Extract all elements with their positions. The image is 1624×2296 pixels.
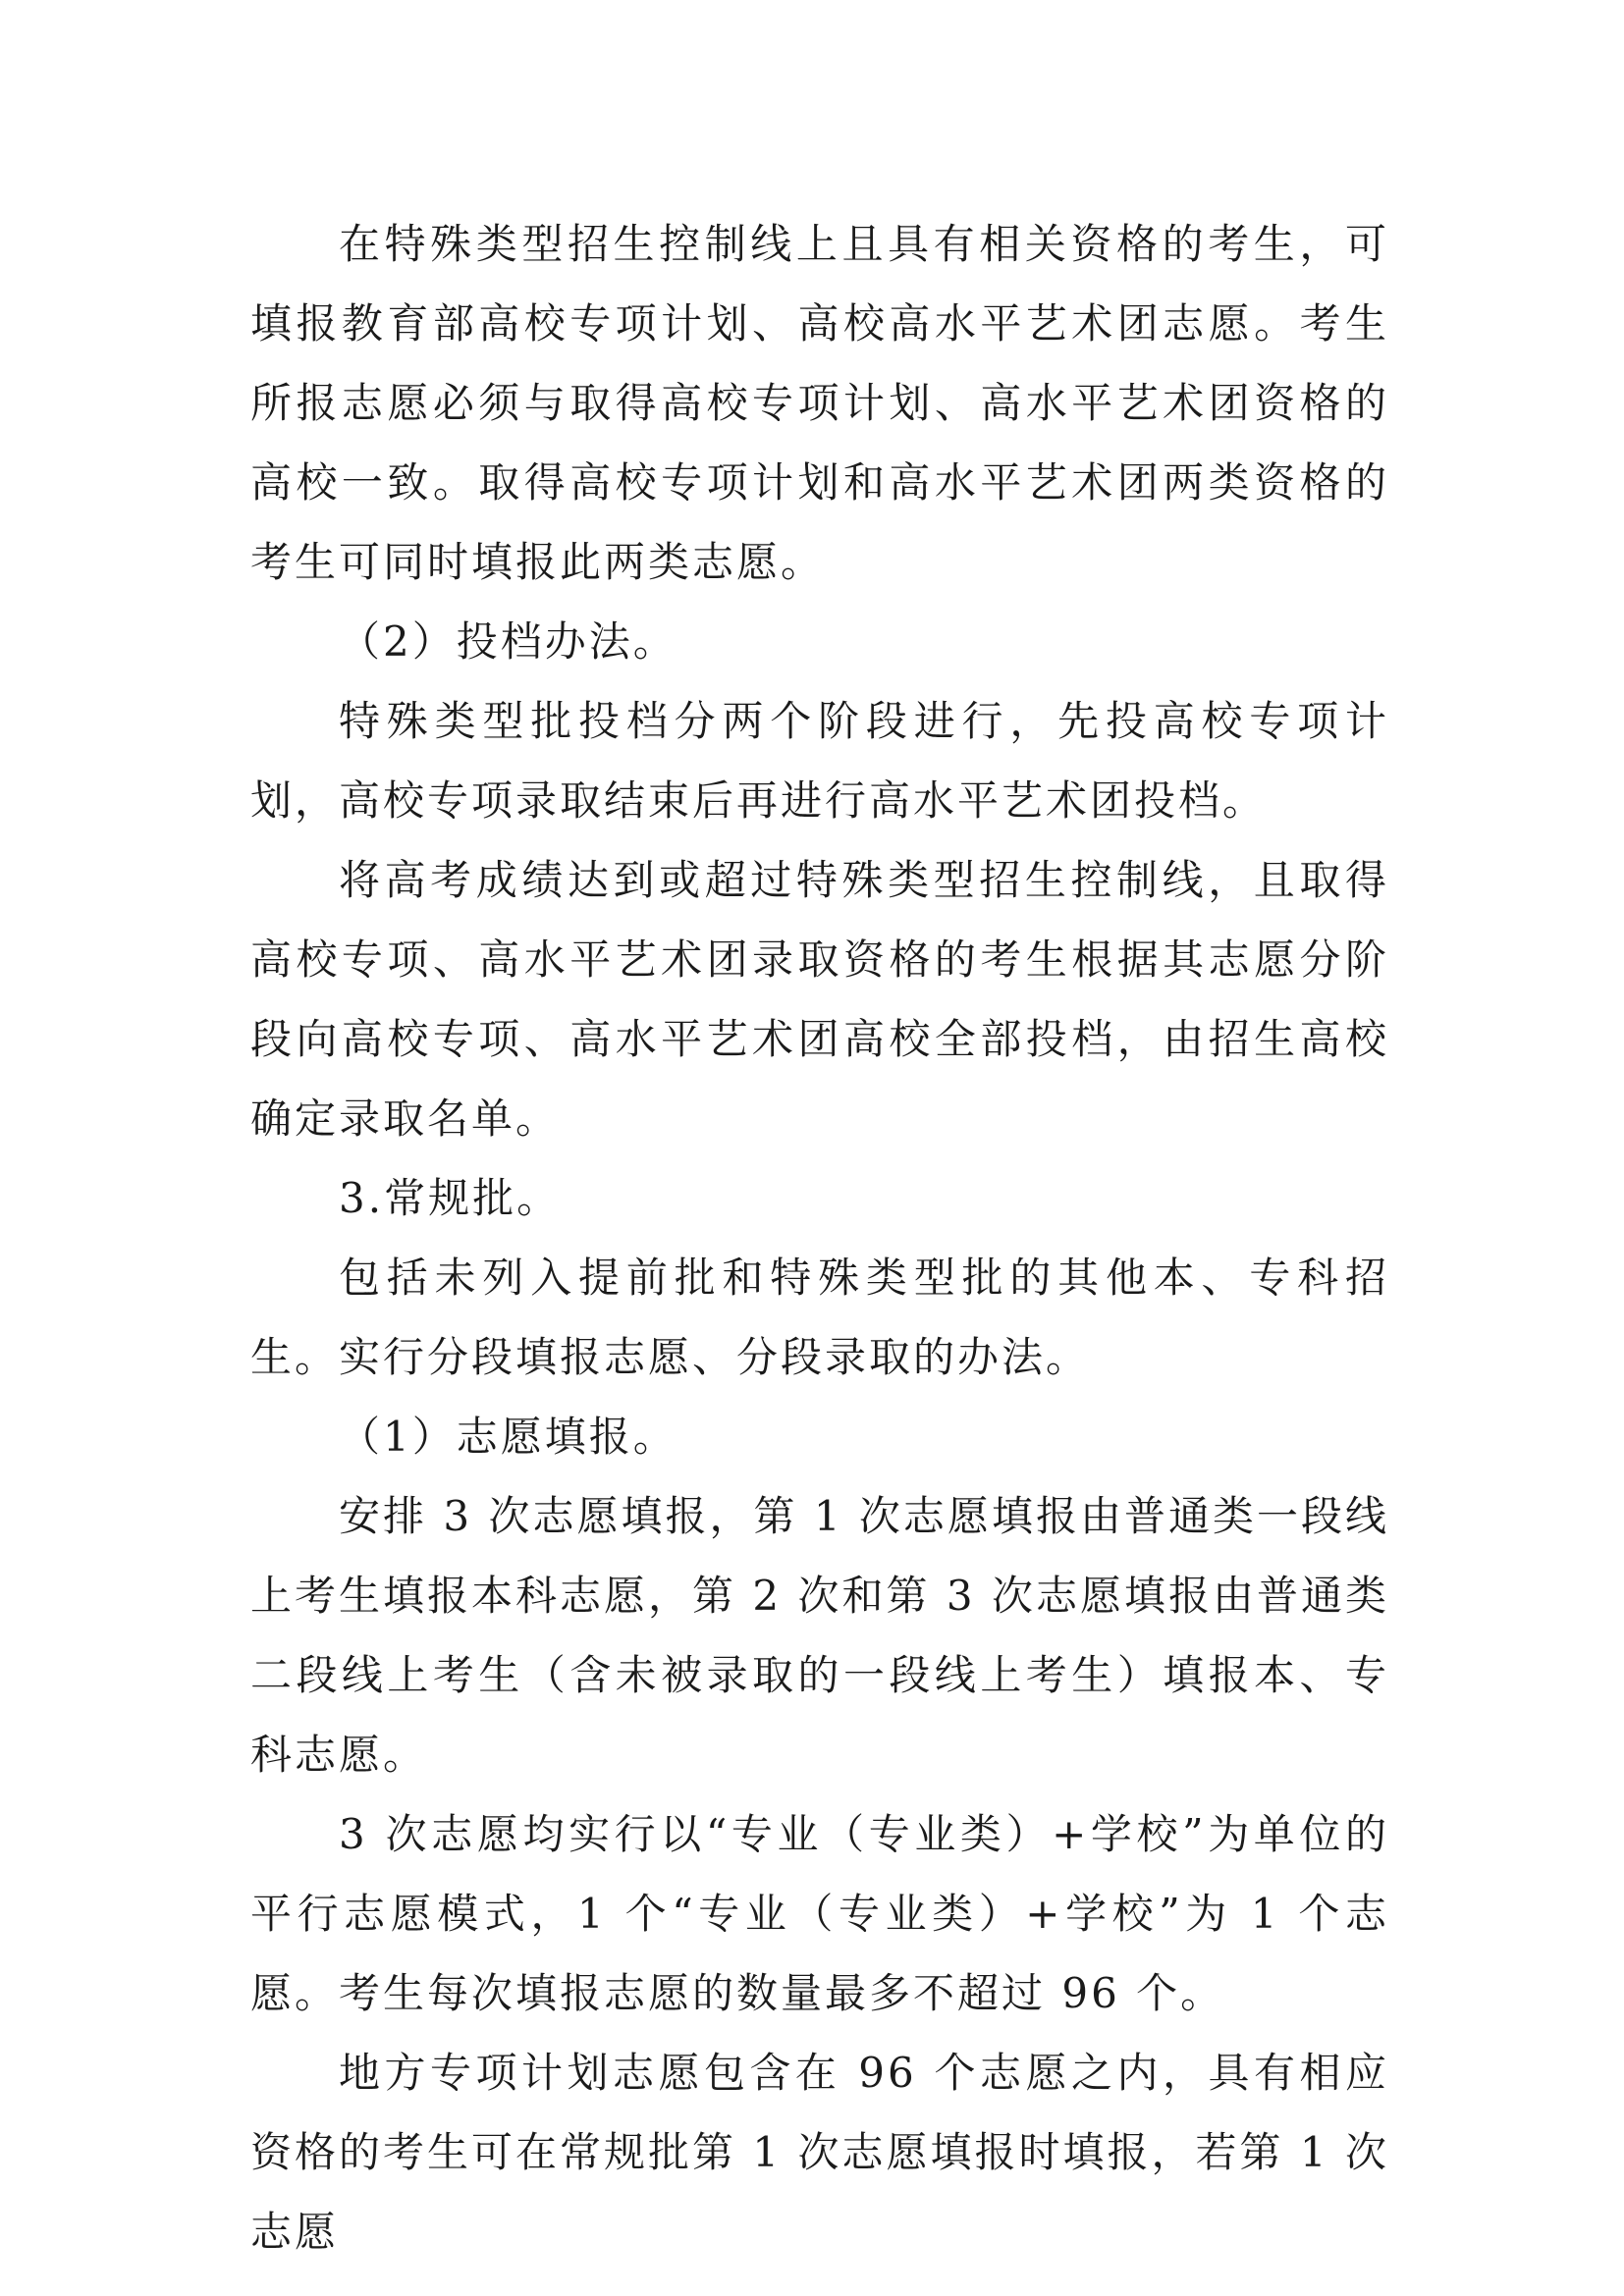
paragraph-special-type-eligibility: 在特殊类型招生控制线上且具有相关资格的考生，可填报教育部高校专项计划、高校高水平艺术团志愿。考生所报志愿必须与取得高校专项计划、高水平艺术团资格的高校一致。取得高校专项计划和高水平艺术团两类资格的考生可同时填报此两类志愿。 — [250, 220, 1389, 586]
paragraph-full-admission-to-schools: 将高考成绩达到或超过特殊类型招生控制线，且取得高校专项、高水平艺术团录取资格的考生根据其志愿分阶段向高校专项、高水平艺术团高校全部投档，由招生高校确定录取名单。 — [250, 856, 1389, 1143]
paragraph-parallel-mode: 3 次志愿均实行以“专业（专业类）+学校”为单位的平行志愿模式，1 个“专业（专业类）+学校”为 1 个志愿。考生每次填报志愿的数量最多不超过 96 个。 — [250, 1810, 1389, 2017]
paragraph-three-rounds: 安排 3 次志愿填报，第 1 次志愿填报由普通类一段线上考生填报本科志愿，第 2 次和第 3 次志愿填报由普通类二段线上考生（含未被录取的一段线上考生）填报本、专科志愿。 — [250, 1492, 1389, 1779]
paragraph-two-stage-admission: 特殊类型批投档分两个阶段进行，先投高校专项计划，高校专项录取结束后再进行高水平艺术团投档。 — [250, 697, 1389, 825]
heading-application-filling: （1）志愿填报。 — [339, 1413, 677, 1461]
heading-admission-method: （2）投档办法。 — [339, 617, 677, 666]
heading-regular-batch: 3.常规批。 — [339, 1174, 562, 1222]
paragraph-regular-batch-scope: 包括未列入提前批和特殊类型批的其他本、专科招生。实行分段填报志愿、分段录取的办法。 — [250, 1254, 1389, 1381]
document-body — [250, 204, 1389, 2271]
paragraph-local-special-plan: 地方专项计划志愿包含在 96 个志愿之内，具有相应资格的考生可在常规批第 1 次志愿填报时填报，若第 1 次志愿 — [250, 2049, 1389, 2256]
